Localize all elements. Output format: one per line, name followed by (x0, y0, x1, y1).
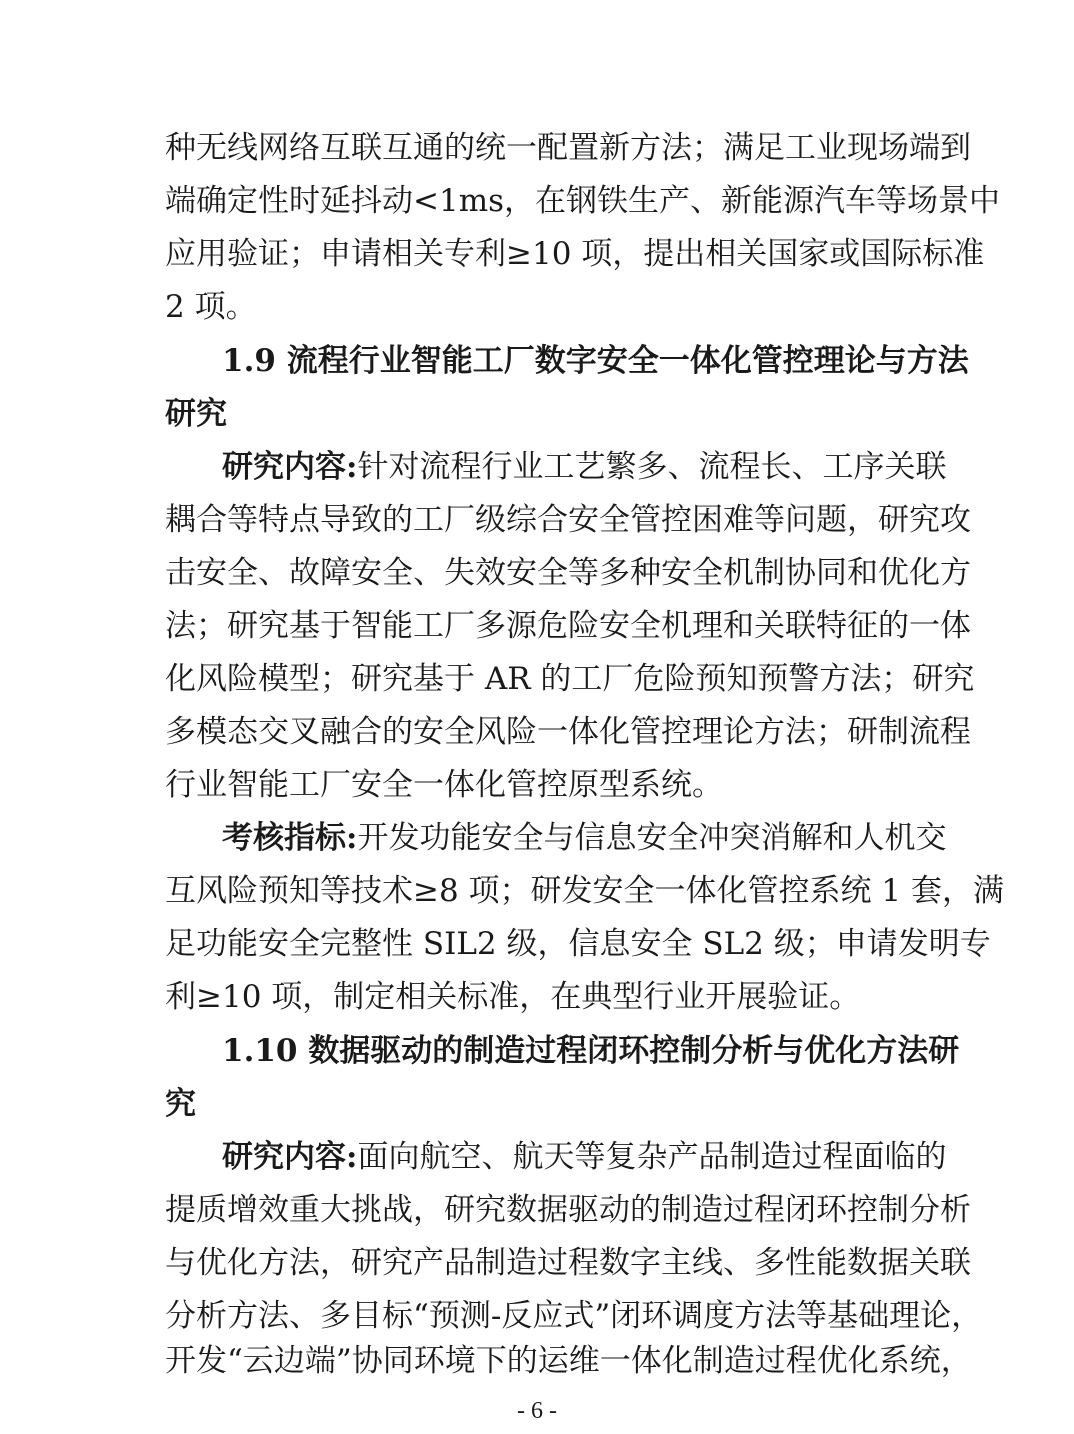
section-number: 1.9 (222, 343, 276, 379)
research-content-label: 研究内容: (222, 449, 358, 485)
research-content-line: 耦合等特点导致的工厂级综合安全管控困难等问题，研究攻 (165, 502, 971, 538)
research-content-line: 分析方法、多目标“预测-反应式”闭环调度方法等基础理论， (165, 1298, 983, 1334)
research-content-line: 与优化方法，研究产品制造过程数字主线、多性能数据关联 (165, 1245, 971, 1281)
research-content-label: 研究内容: (222, 1139, 358, 1175)
page-number: - 6 - (517, 1398, 557, 1424)
research-content-first-line (222, 447, 947, 487)
research-content-line: 多模态交叉融合的安全风险一体化管控理论方法；研制流程 (165, 714, 971, 750)
section-heading-continued: 研究 (165, 396, 227, 432)
intro-line: 端确定性时延抖动<1ms，在钢铁生产、新能源汽车等场景中 (165, 183, 1000, 219)
intro-line: 2 项。 (165, 289, 257, 325)
section-heading (222, 1031, 960, 1071)
metrics-label: 考核指标: (222, 820, 358, 856)
metrics-text: 开发功能安全与信息安全冲突消解和人机交 (357, 820, 947, 856)
metrics-line: 利≥10 项，制定相关标准，在典型行业开展验证。 (165, 979, 861, 1015)
intro-line: 应用验证；申请相关专利≥10 项，提出相关国家或国际标准 (165, 236, 985, 272)
research-content-line: 行业智能工厂安全一体化管控原型系统。 (165, 767, 723, 803)
research-content-line: 击安全、故障安全、失效安全等多种安全机制协同和优化方 (165, 555, 971, 591)
metrics-line: 互风险预知等技术≥8 项；研发安全一体化管控系统 1 套，满 (165, 873, 1004, 909)
section-title: 数据驱动的制造过程闭环控制分析与优化方法研 (308, 1033, 960, 1069)
section-number: 1.10 (222, 1033, 298, 1069)
research-content-first-line (222, 1137, 947, 1177)
research-content-line: 开发“云边端”协同环境下的运维一体化制造过程优化系统， (165, 1343, 972, 1379)
section-heading-continued: 究 (165, 1086, 196, 1122)
research-content-text: 针对流程行业工艺繁多、流程长、工序关联 (357, 449, 947, 485)
intro-line: 种无线网络互联互通的统一配置新方法；满足工业现场端到 (165, 130, 971, 166)
research-content-line: 提质增效重大挑战，研究数据驱动的制造过程闭环控制分析 (165, 1192, 971, 1228)
section-heading (222, 341, 969, 381)
research-content-line: 化风险模型；研究基于 AR 的工厂危险预知预警方法；研究 (165, 661, 975, 697)
research-content-line: 法；研究基于智能工厂多源危险安全机理和关联特征的一体 (165, 608, 971, 644)
research-content-text: 面向航空、航天等复杂产品制造过程面临的 (357, 1139, 947, 1175)
section-title: 流程行业智能工厂数字安全一体化管控理论与方法 (286, 343, 969, 379)
metrics-line: 足功能安全完整性 SIL2 级，信息安全 SL2 级；申请发明专 (165, 926, 991, 962)
metrics-first-line (222, 818, 947, 858)
